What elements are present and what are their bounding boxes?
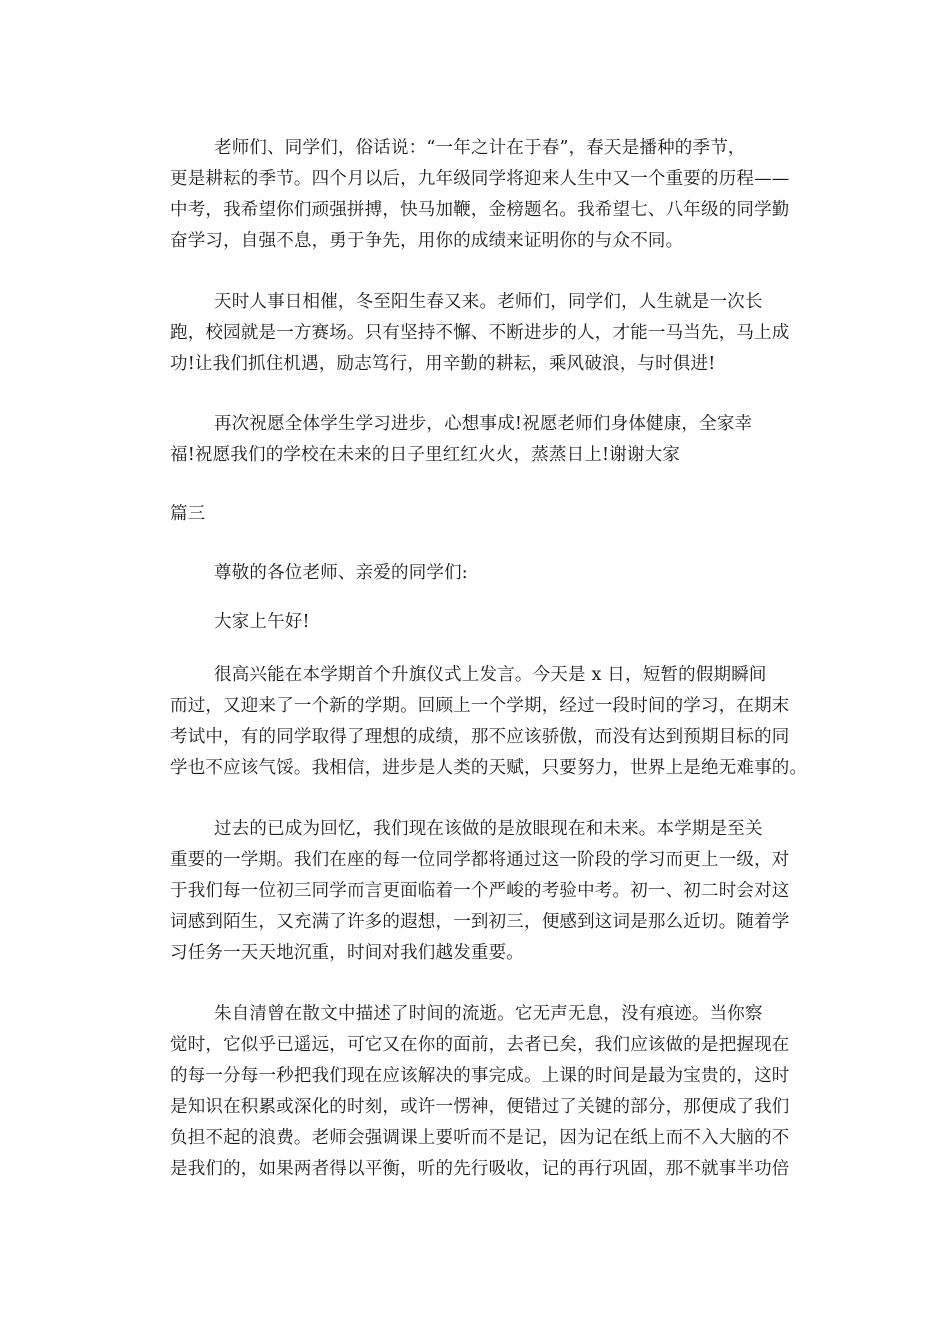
text-line: 于我们每一位初三同学而言更面临着一个严峻的考验中考。初一、初二时会对这 <box>170 881 790 901</box>
paragraph-spring-season <box>170 133 810 257</box>
text-line: 词感到陌生，又充满了许多的遐想，一到初三，便感到这词是那么近切。随着学 <box>170 912 790 932</box>
text-line: 觉时，它似乎已遥远，可它又在你的面前，去者已矣，我们应该做的是把握现在 <box>170 1035 790 1055</box>
section-title: 篇三 <box>170 504 206 524</box>
text-line: 负担不起的浪费。老师会强调课上要听而不是记，因为记在纸上而不入大脑的不 <box>170 1128 790 1148</box>
text-line: 是知识在积累或深化的时刻，或许一愣神，便错过了关键的部分，那便成了我们 <box>170 1097 790 1117</box>
text-line: 天时人事日相催，冬至阳生春又来。老师们，同学们，人生就是一次长 <box>214 292 763 312</box>
text-line: 重要的一学期。我们在座的每一位同学都将通过这一阶段的学习而更上一级，对 <box>170 850 790 870</box>
text-line: 而过，又迎来了一个新的学期。回顾上一个学期，经过一段时间的学习，在期末 <box>170 696 790 716</box>
text-line: 中考，我希望你们顽强拼搏，快马加鞭，金榜题名。我希望七、八年级的同学勤 <box>170 200 790 220</box>
text-line: 尊敬的各位老师、亲爱的同学们: <box>214 563 468 583</box>
text-line: 大家上午好! <box>214 612 310 632</box>
text-line: 是我们的，如果两者得以平衡，听的先行吸收，记的再行巩固，那不就事半功倍 <box>170 1159 790 1179</box>
text-line: 跑，校园就是一方赛场。只有坚持不懈、不断进步的人，才能一马当先，马上成 <box>170 323 790 343</box>
paragraph-past-and-future <box>170 814 810 969</box>
text-line: 很高兴能在本学期首个升旗仪式上发言。今天是 x 日，短暂的假期瞬间 <box>214 665 767 685</box>
text-line: 奋学习，自强不息，勇于争先，用你的成绩来证明你的与众不同。 <box>170 231 684 251</box>
text-line: 朱自清曾在散文中描述了时间的流逝。它无声无息，没有痕迹。当你察 <box>214 1004 763 1024</box>
text-line: 福!祝愿我们的学校在未来的日子里红红火火，蒸蒸日上!谢谢大家 <box>170 445 681 465</box>
text-line: 学也不应该气馁。我相信，进步是人类的天赋，只要努力，世界上是绝无难事的。 <box>170 758 808 778</box>
paragraph-passage-of-time <box>170 999 810 1185</box>
salutation <box>170 558 810 589</box>
paragraph-life-race <box>170 287 810 380</box>
text-line: 考试中，有的同学取得了理想的成绩，那不应该骄傲，而没有达到预期目标的同 <box>170 727 790 747</box>
section-heading <box>170 499 810 530</box>
text-line: 更是耕耘的季节。四个月以后，九年级同学将迎来人生中又一个重要的历程—— <box>170 169 790 189</box>
text-line: 过去的已成为回忆，我们现在该做的是放眼现在和未来。本学期是至关 <box>214 819 763 839</box>
text-line: 的每一分每一秒把我们现在应该解决的事完成。上课的时间是最为宝贵的，这时 <box>170 1066 790 1086</box>
paragraph-new-semester <box>170 660 810 784</box>
text-line: 再次祝愿全体学生学习进步，心想事成!祝愿老师们身体健康，全家幸 <box>214 414 753 434</box>
text-line: 功!让我们抓住机遇，励志笃行，用辛勤的耕耘，乘风破浪，与时俱进! <box>170 354 716 374</box>
text-line: 老师们、同学们，俗话说：“一年之计在于春”，春天是播种的季节， <box>214 138 746 158</box>
paragraph-blessings <box>170 409 810 471</box>
text-line: 习任务一天天地沉重，时间对我们越发重要。 <box>170 943 524 963</box>
greeting <box>170 607 810 638</box>
